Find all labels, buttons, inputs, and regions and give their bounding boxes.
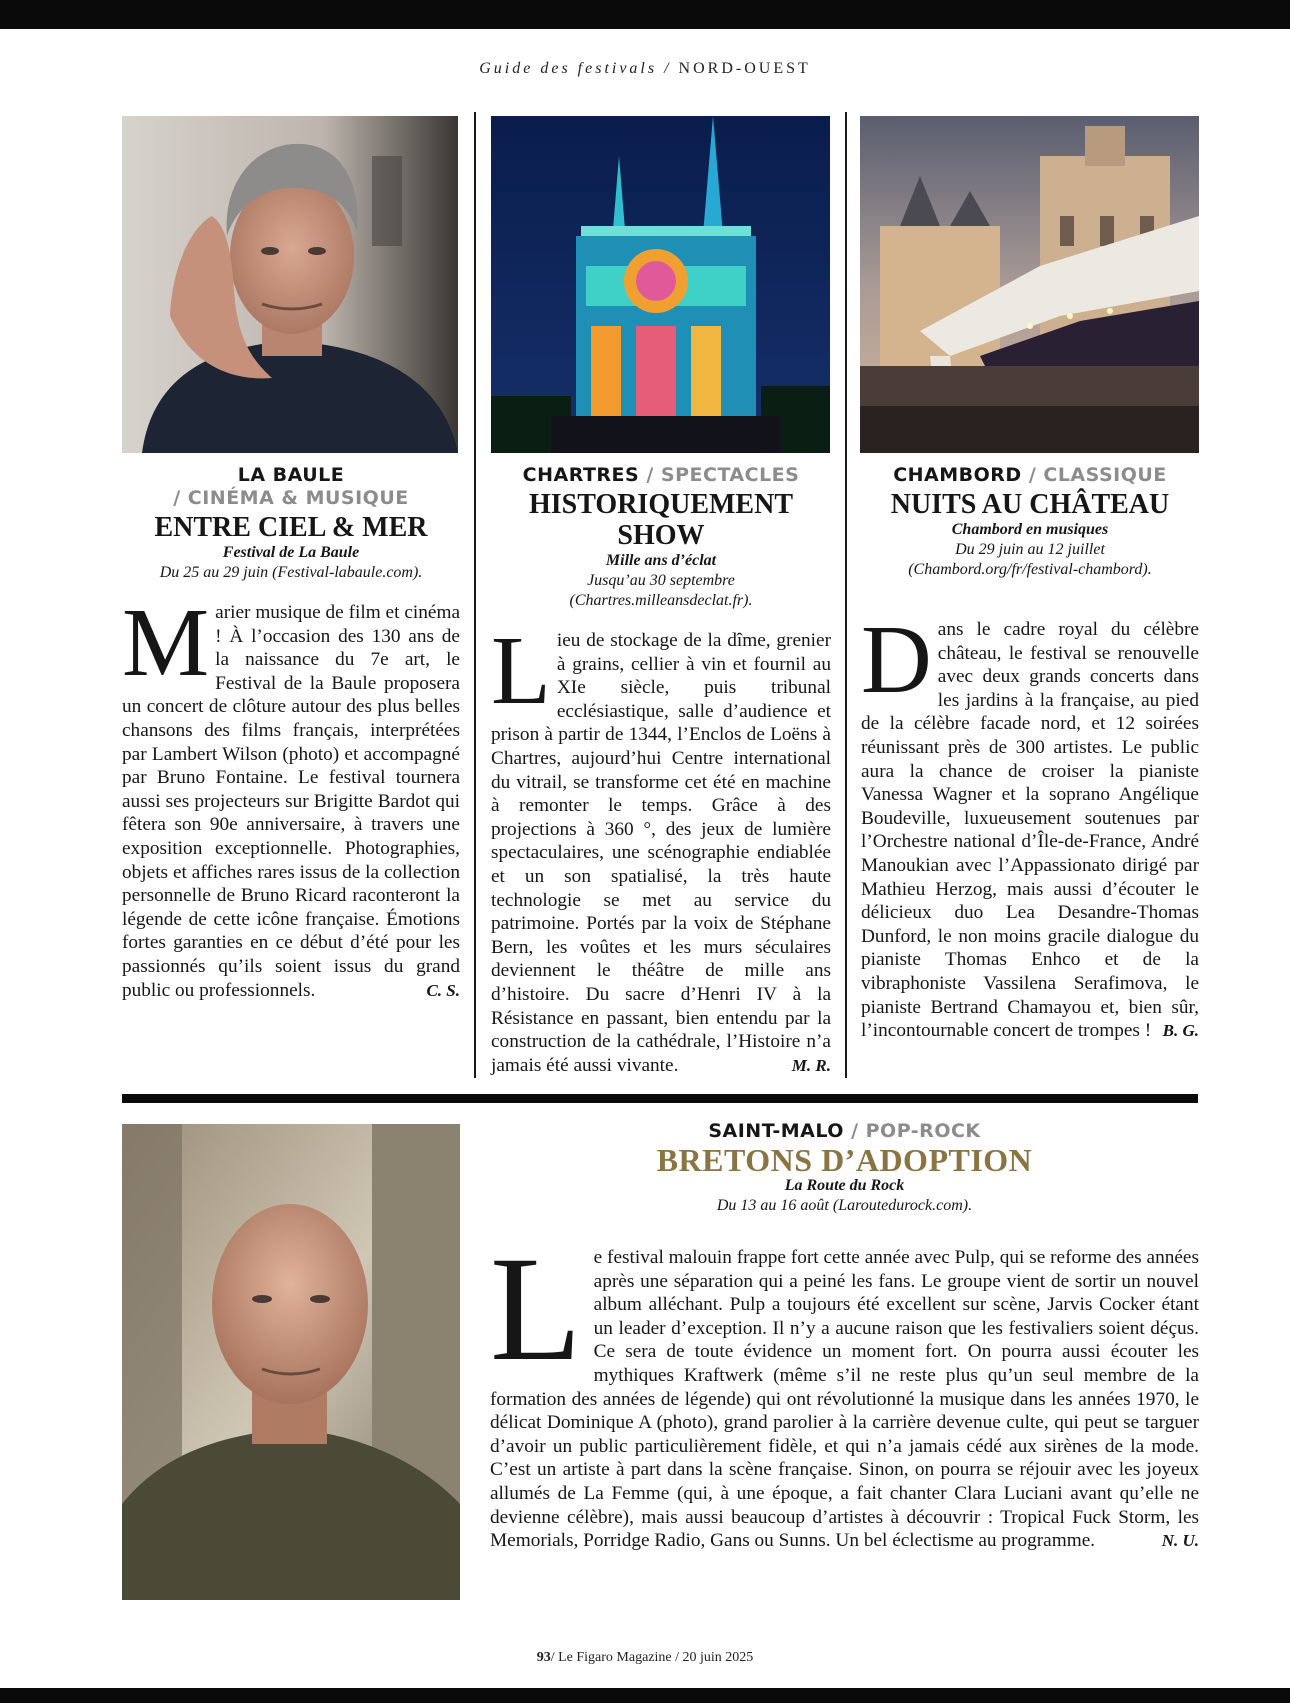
city-label: CHARTRES [522,464,640,486]
article-body [490,1226,1199,1553]
page-footer [0,1650,1290,1666]
category-label: / CINÉMA & MUSIQUE [173,487,409,509]
festival-name: Mille ans d’éclat [605,552,717,569]
signature: B. G. [1162,1021,1199,1041]
section-divider [122,1094,1198,1103]
drop-cap: D [861,606,932,714]
photo-chartres-cathedral [491,116,830,453]
article-title: HISTORIQUEMENT SHOW [529,489,793,551]
festival-info: Du 25 au 29 juin (Festival-labaule.com). [159,564,423,581]
article-title: BRETONS D’ADOPTION [656,1142,1033,1178]
body-text: e festival malouin frappe fort cette année avec Pulp, qui se reforme des années après une séparation qui a peiné les fans. Le groupe vient de sortir un nouvel album alléchant. Pulp a toujours été excellent sur scène, Jarvis Cocker étant un leader d’exception. Il n’y a aucune raison que les festivaliers soient déçus. Ce sera de toute évidence un moment fort. On pourra aussi écouter les mythiques Kraftwerk (même s’il ne reste plus qu’un seul membre de la formation des années de légende) qui ont révolutionné la musique dans les années 1970, le délicat Dominique A (photo), grand parolier à la carrière devenue culte, qui peut se targuer d’avoir un public particulièrement fidèle, et qui n’a jamais cédé aux sirènes de la mode. C’est un artiste à part dans la scène française. Sinon, on pourra se réjouir avec les joyeux allumés de La Femme (qui, à une époque, a fait chanter Clara Luciani avant qu’elle ne devienne célèbre), mais aussi beaucoup d’artistes à découvrir : Tropical Fuck Storm, les Memorials, Porridge Radio, Gans ou Sunns. Un bel éclectisme au programme. [490,1247,1199,1552]
category-label: / SPECTACLES [646,464,800,486]
article-header [491,464,831,611]
guide-label: Guide des festivals / [479,60,672,77]
festival-name: La Route du Rock [784,1177,905,1194]
photo-dominique-a [122,1124,460,1600]
article-title: ENTRE CIEL & MER [154,512,428,543]
rubric [490,1120,1199,1143]
column-divider [474,112,476,1078]
category-label: / POP-ROCK [851,1120,981,1142]
festival-name: Chambord en musiques [951,521,1109,538]
signature: C. S. [426,980,460,1000]
festival-info: Du 13 au 16 août (Laroutedurock.com). [716,1197,973,1214]
rubric [491,464,831,487]
page-number: 93 [536,1650,551,1665]
body-text: arier musique de film et cinéma ! À l’occasion des 130 ans de la naissance du 7e art, le Festival de la Baule proposera un concert de clôture autour des plus belles chansons des films français, interprétées par Lambert Wilson (photo) et accompagné par Bruno Fontaine. Le festival tournera aussi ses projecteurs sur Brigitte Bardot qui fêtera son 90e anniversaire, à travers une exposition exceptionnelle. Photographies, objets et affiches rares issus de la collection personnelle de Bruno Ricard raconteront la légende de cette icône française. Émotions fortes garanties en ce début d’été pour les passionnés qu’ils soient issus du grand public ou professionnels. [122,602,460,1001]
article-chambord [861,464,1199,1043]
article-chartres [491,464,831,1077]
article-title: NUITS AU CHÂTEAU [890,489,1170,520]
article-body [122,589,460,1002]
article-header [490,1120,1199,1216]
drop-cap: M [122,589,210,697]
article-body [491,617,831,1077]
drop-cap: L [491,617,551,725]
category-label: / CLASSIQUE [1028,464,1167,486]
column-divider [845,112,847,1078]
festival-info: Jusqu’au 30 septembre (Chartres.milleansdeclat.fr). [569,572,753,609]
article-body [861,606,1199,1043]
rubric [861,464,1199,487]
city-label: CHAMBORD [893,464,1022,486]
photo-chambord-concert [860,116,1199,453]
article-saint-malo [490,1120,1199,1553]
running-header [0,60,1290,78]
article-header [861,464,1199,580]
signature: N. U. [1161,1531,1199,1551]
article-la-baule [122,464,460,1002]
drop-cap: L [490,1226,582,1392]
bottom-bar [0,1688,1290,1703]
rubric [122,464,460,510]
festival-info: Du 29 juin au 12 juillet (Chambord.org/fr/festival-chambord). [908,541,1152,578]
body-text: ans le cadre royal du célèbre château, le festival se renouvelle avec deux grands concerts dans les jardins à la française, au pied de la célèbre facade nord, et 12 soirées réunissant près de 300 artistes. Le public aura la chance de croiser la pianiste Vanessa Wagner et la soprano Angélique Boudeville, luxueusement soutenues par l’Orchestre national d’Île-de-France, André Manoukian avec l’Appassionato dirigé par Mathieu Herzog, mais aussi d’écouter le délicieux duo Lea Desandre-Thomas Dunford, le non moins gracile dialogue du pianiste Thomas Enhco et de la vibraphoniste Vassilena Serafimova, le pianiste Bertrand Chamayou et, bien sûr, l’incontournable concert de trompes ! [861,619,1199,1042]
festival-name: Festival de La Baule [222,544,360,561]
publication-line: / Le Figaro Magazine / 20 juin 2025 [550,1650,754,1665]
photo-lambert-wilson [122,116,458,453]
section-label: NORD-OUEST [678,60,811,77]
city-label: SAINT-MALO [708,1120,844,1142]
top-bar [0,0,1290,29]
signature: M. R. [791,1055,831,1075]
body-text: ieu de stockage de la dîme, grenier à grains, cellier à vin et fournil au XIe siècle, puis tribunal ecclésiastique, salle d’audience et prison à partir de 1344, l’Enclos de Loëns à Chartres, aujourd’hui Centre international du vitrail, se transforme cet été en machine à remonter le temps. Grâce à des projections à 360 °, des jeux de lumière spectaculaires, une scénographie endiablée et un son spatialisé, la très haute technologie se met au service du patrimoine. Portés par la voix de Stéphane Bern, les voûtes et les murs séculaires deviennent le théâtre de mille ans d’histoire. Du sacre d’Henri IV à la Résistance en passant, bien entendu par la construction de la cathédrale, l’Histoire n’a jamais été aussi vivante. [491,630,831,1076]
city-label: LA BAULE [237,464,345,486]
article-header [122,464,460,583]
